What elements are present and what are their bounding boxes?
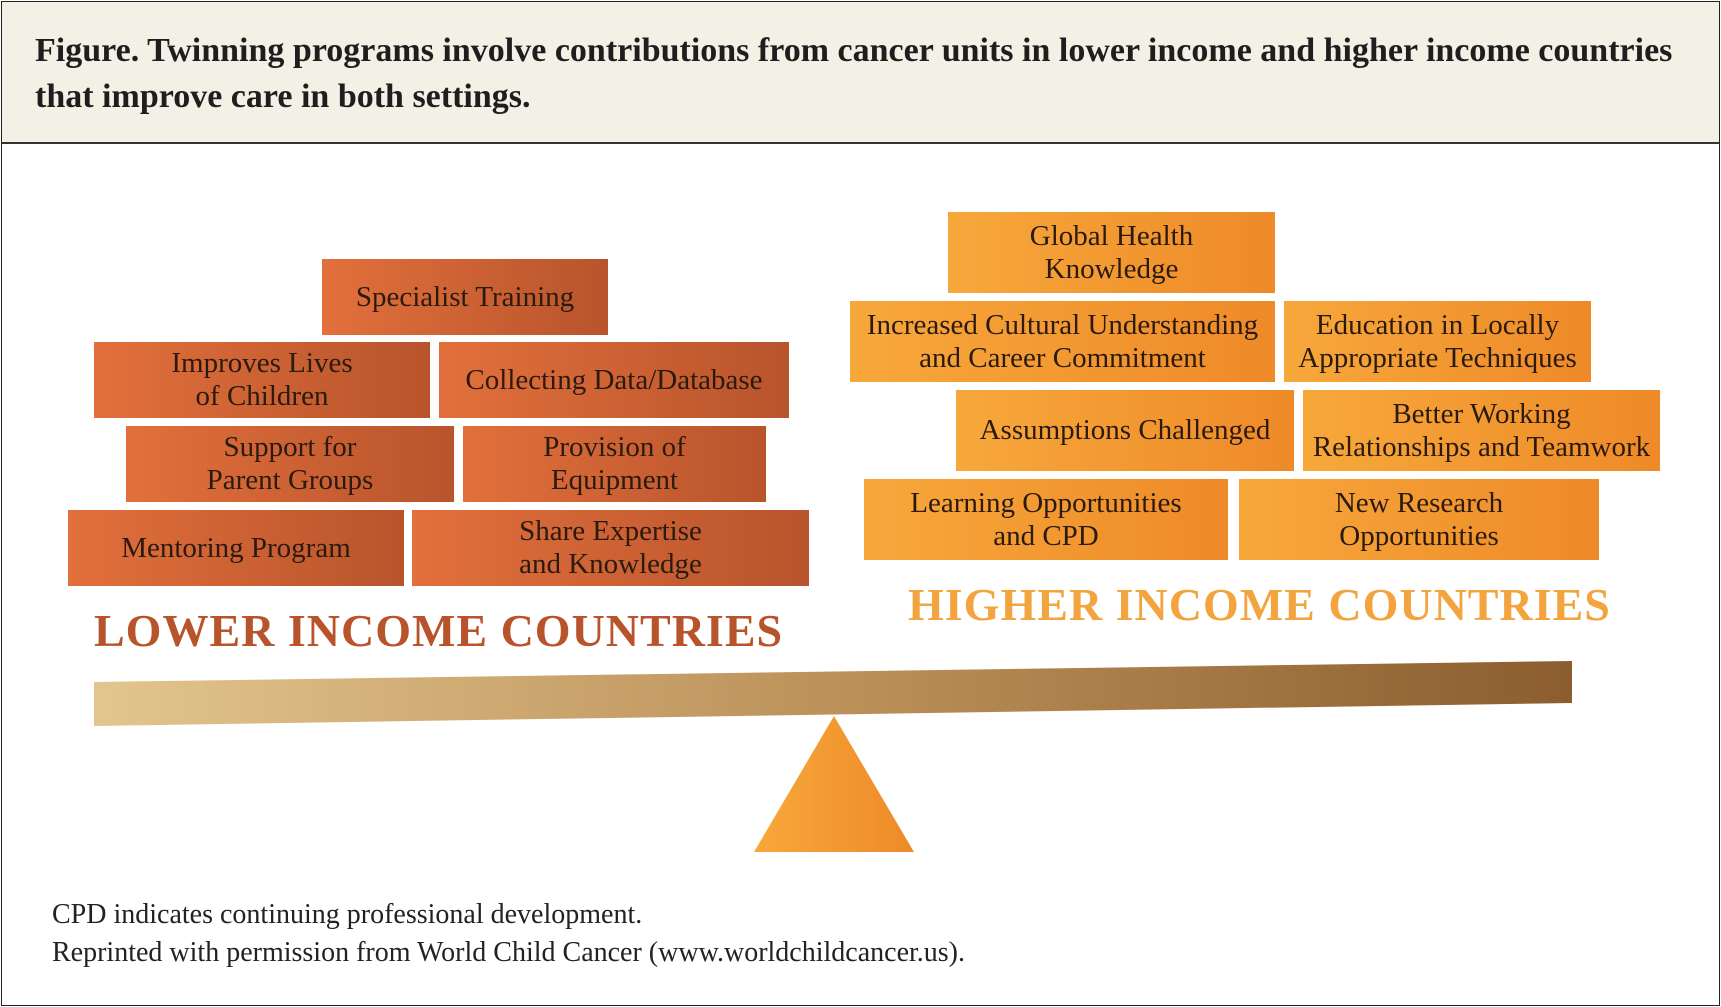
block-mentoring-program: Mentoring Program: [68, 510, 404, 586]
block-provision-equipment: Provision of Equipment: [463, 426, 766, 502]
block-cultural-understanding: Increased Cultural Understanding and Career Commitment: [850, 301, 1275, 382]
note-reprint: Reprinted with permission from World Child Cancer (www.worldchildcancer.us).: [52, 937, 965, 968]
block-collecting-data: Collecting Data/Database: [439, 342, 789, 418]
block-global-health-knowledge: Global Health Knowledge: [948, 212, 1275, 293]
block-better-working-relationships: Better Working Relationships and Teamwork: [1303, 390, 1660, 471]
block-share-expertise: Share Expertise and Knowledge: [412, 510, 809, 586]
fulcrum: [754, 716, 914, 852]
higher-income-label: HIGHER INCOME COUNTRIES: [908, 579, 1611, 630]
lower-income-label: LOWER INCOME COUNTRIES: [94, 605, 784, 656]
block-learning-opportunities: Learning Opportunities and CPD: [864, 479, 1228, 560]
block-specialist-training: Specialist Training: [322, 259, 608, 335]
note-cpd: CPD indicates continuing professional development.: [52, 899, 643, 930]
block-support-parent-groups: Support for Parent Groups: [126, 426, 454, 502]
figure-notes: [52, 896, 965, 972]
figure-title: Figure. Twinning programs involve contributions from cancer units in lower income and higher income countries that improve care in both settings.: [35, 32, 1673, 115]
block-assumptions-challenged: Assumptions Challenged: [956, 390, 1294, 471]
block-education-local-techniques: Education in Locally Appropriate Techniques: [1284, 301, 1591, 382]
balance-beam: [94, 661, 1572, 726]
block-new-research: New Research Opportunities: [1239, 479, 1599, 560]
block-improves-lives: Improves Lives of Children: [94, 342, 430, 418]
